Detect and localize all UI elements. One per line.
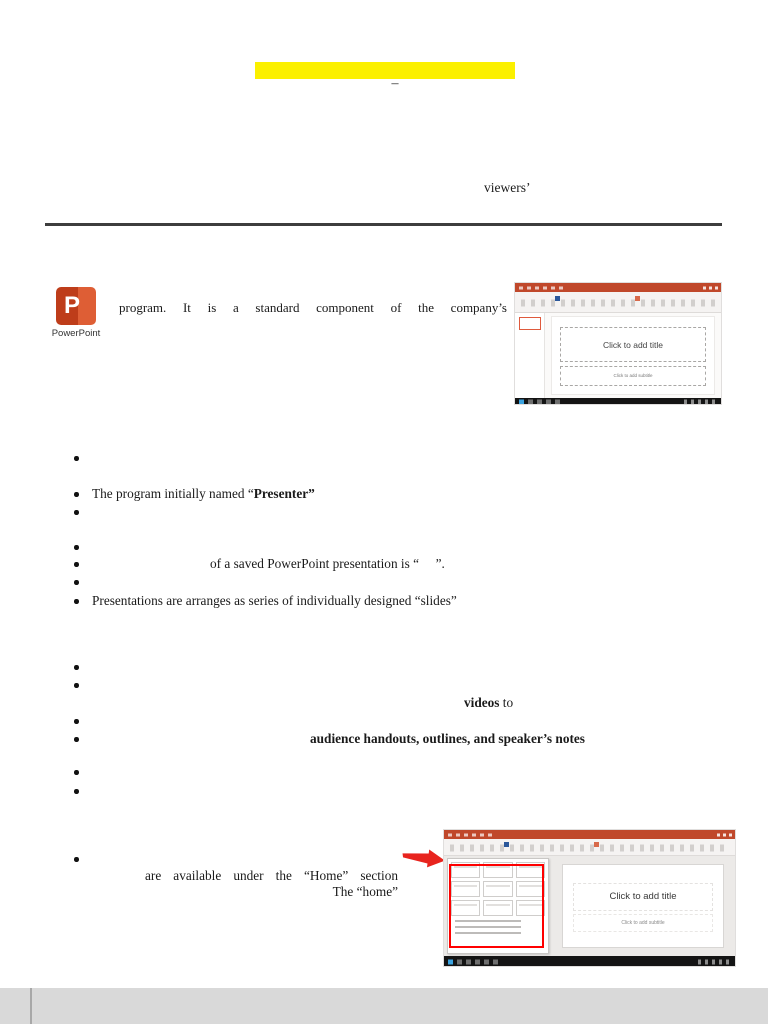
bullet-marker: [74, 599, 79, 604]
intro-paragraph-fragment: program. It is a standard component of the company’s: [119, 300, 507, 315]
quick-access-toolbar-icons: [448, 833, 494, 836]
bullet-text-home-line2: The “home”: [332, 884, 398, 899]
layout-thumbnail: [451, 900, 480, 916]
layout-thumbnail: [483, 862, 512, 878]
screenshot-powerpoint-new-slide: [514, 282, 722, 405]
layout-thumbnail: [483, 900, 512, 916]
slide-canvas: [545, 313, 721, 398]
slide-thumbnail-selected: [519, 317, 541, 330]
page-edge-shadow: [30, 988, 32, 1024]
bullet-marker: [74, 580, 79, 585]
ribbon-icon-blue: [504, 842, 509, 847]
bullet-marker: [74, 562, 79, 567]
layout-thumbnail: [451, 862, 480, 878]
ribbon-icons: [521, 300, 715, 307]
ribbon-icon-blue: [555, 296, 560, 301]
bullet-marker: [74, 665, 79, 670]
ribbon-bar: [515, 292, 721, 313]
title-placeholder: Click to add title: [560, 327, 706, 362]
editor-area: [444, 856, 735, 956]
window-controls-icons: [703, 286, 718, 289]
bullet-marker: [74, 456, 79, 461]
system-tray-icons: [684, 400, 718, 405]
bullet-text-handouts-bold: audience handouts, outlines, and speaker’s notes: [310, 731, 585, 746]
ribbon-icon-orange: [635, 296, 640, 301]
ribbon-icons: [450, 844, 729, 851]
powerpoint-logo-caption: PowerPoint: [51, 328, 101, 339]
app-titlebar: [444, 830, 735, 839]
windows-taskbar: [515, 398, 721, 405]
bullet-text-handouts: [310, 730, 585, 747]
layout-thumbnail: [516, 862, 545, 878]
red-annotation-arrow-icon: [401, 845, 447, 872]
ribbon-icon-orange: [594, 842, 599, 847]
bullet-marker: [74, 857, 79, 862]
bullet-text-home-line1: are available under the “Home” section: [145, 868, 398, 883]
bullet-text-presenter-bold: Presenter”: [253, 486, 315, 501]
layout-thumbnail: [516, 881, 545, 897]
layout-gallery-panel: [447, 858, 549, 954]
bullet-text-videos-rest: to: [499, 695, 514, 710]
windows-start-icon: [519, 400, 524, 405]
powerpoint-logo-icon: [56, 287, 96, 325]
taskbar-icons: [448, 960, 498, 965]
bullet-marker: [74, 683, 79, 688]
layout-thumbnail: [451, 881, 480, 897]
double-rule-divider: [45, 223, 722, 226]
title-dash: –: [391, 76, 399, 91]
layout-gallery-grid: [451, 862, 545, 916]
bullet-marker: [74, 510, 79, 515]
app-titlebar: [515, 283, 721, 292]
slide: [562, 864, 724, 948]
bullet-marker: [74, 770, 79, 775]
windows-taskbar: [444, 956, 735, 967]
editor-area: [515, 313, 721, 398]
bullet-text-presenter: [92, 485, 315, 502]
bullet-marker: [74, 492, 79, 497]
bullet-text-slides: Presentations are arranges as series of individually designed “slides”: [92, 593, 457, 608]
slide-thumbnail-panel: [515, 313, 545, 398]
bullet-text-videos: [464, 694, 513, 711]
layout-thumbnail: [516, 900, 545, 916]
subtitle-placeholder: Click to add subtitle: [573, 914, 714, 932]
bullet-text-saved-extension: of a saved PowerPoint presentation is “ ”.: [210, 556, 445, 571]
subtitle-placeholder: Click to add subtitle: [560, 366, 706, 386]
layout-gallery-menu-items: [451, 920, 545, 934]
slide: [551, 316, 715, 395]
bullet-marker: [74, 545, 79, 550]
layout-thumbnail: [483, 881, 512, 897]
bullet-marker: [74, 789, 79, 794]
title-placeholder: Click to add title: [573, 883, 714, 911]
windows-start-icon: [448, 960, 453, 965]
taskbar-icons: [519, 400, 560, 405]
screenshot-powerpoint-home-layouts: [443, 829, 736, 967]
page-bottom-edge: [0, 988, 768, 1024]
system-tray-icons: [698, 960, 732, 965]
quick-access-toolbar-icons: [519, 286, 565, 289]
text-fragment-viewers: viewers’: [484, 180, 531, 195]
ribbon-bar: [444, 839, 735, 856]
powerpoint-logo-letter: P: [64, 292, 81, 319]
window-controls-icons: [717, 833, 732, 836]
bullet-marker: [74, 719, 79, 724]
bullet-text-videos-bold: videos: [464, 695, 500, 710]
bullet-marker: [74, 737, 79, 742]
bullet-text-presenter-prefix: The program initially named “: [92, 486, 254, 501]
